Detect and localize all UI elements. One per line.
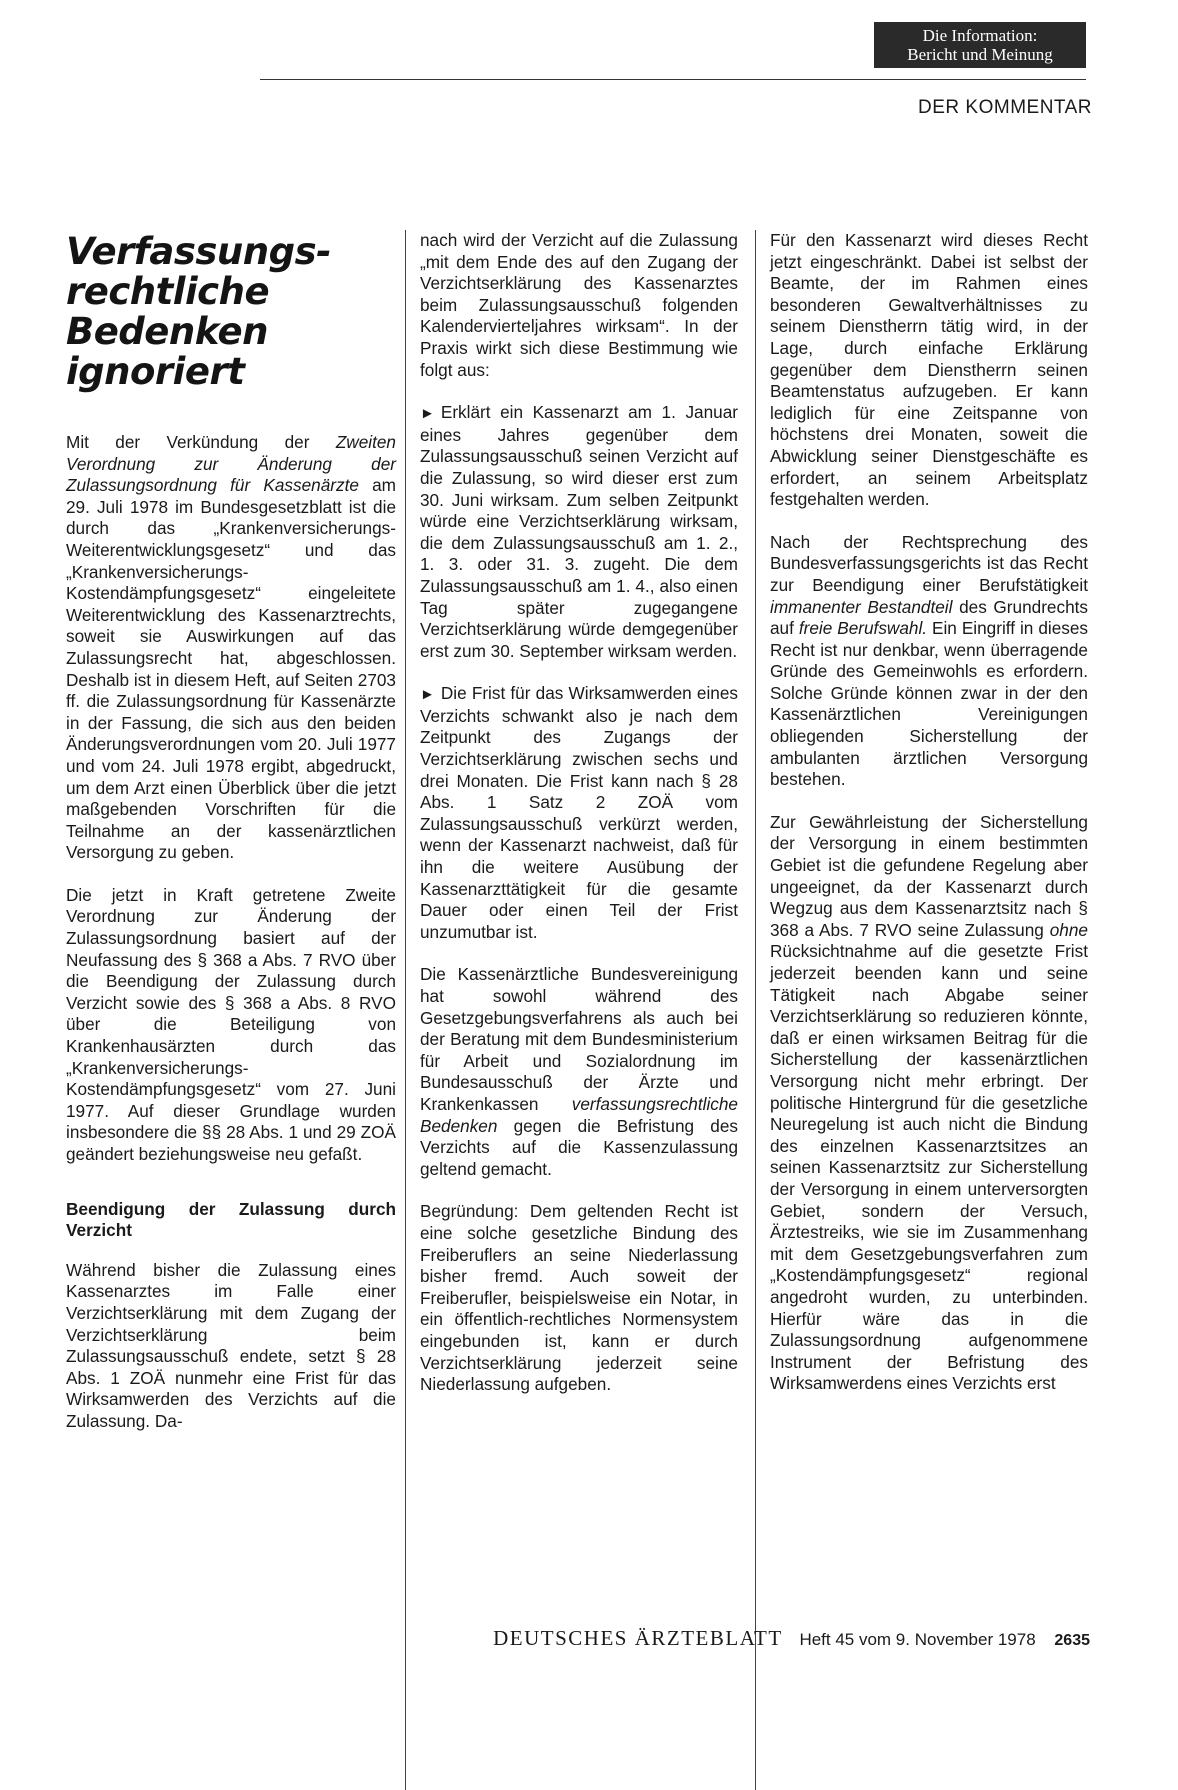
triangle-bullet-icon: ► bbox=[420, 686, 435, 704]
headline-line-1: Verfassungs- bbox=[66, 230, 331, 273]
paragraph: nach wird der Verzicht auf die Zulassung „mit dem Ende des auf den Zugang der Verzichtserklärung des Kassenarztes beim Zulassungsausschuß folgenden Kalendervierteljahres wirksam“. In der Praxis wirkt sich diese Bestimmung wie folgt aus: bbox=[420, 230, 738, 380]
paragraph: Die Kassenärztliche Bundesvereinigung hat sowohl während des Gesetzgebungsverfahrens als auch bei der Beratung mit dem Bundesministerium für Arbeit und Sozialordnung im Bundesausschuß der Ärzte und Krankenkassen verfassungsrechtliche Bedenken gegen die Befristung des Verzichts auf die Kassenzulassung geltend gemacht. bbox=[420, 964, 738, 1179]
page-number: 2635 bbox=[1054, 1632, 1090, 1649]
paragraph: Mit der Verkündung der Zweiten Verordnung zur Änderung der Zulassungsordnung für Kassenärzte am 29. Juli 1978 im Bundesgesetzblatt ist die durch das „Krankenversicherungs-Weiterentwicklungsgesetz“ und das „Krankenversicherungs-Kostendämpfungsgesetz“ eingeleitete Weiterentwicklung des Kassenarztrechts, soweit sie Auswirkungen auf das Zulassungsrecht hat, abgeschlossen. Deshalb ist in diesem Heft, auf Seiten 2703 ff. die Zulassungsordnung für Kassenärzte in der Fassung, die sich aus den beiden Änderungsverordnungen vom 20. Juli 1977 und vom 24. Juli 1978 ergibt, abgedruckt, um dem Arzt einen Überblick über die jetzt maßgebenden Vorschriften für die Teilnahme an der kassenärztlichen Versorgung zu geben. bbox=[66, 432, 396, 863]
section-badge-line1: Die Information: bbox=[922, 26, 1038, 45]
journal-name: DEUTSCHES ÄRZTEBLATT bbox=[493, 1626, 783, 1650]
paragraph: Zur Gewährleistung der Sicherstellung der Versorgung in einem bestimmten Gebiet ist die gefundene Regelung aber ungeeignet, da der Kassenarzt durch Wegzug aus dem Kassenarztsitz nach § 368 a Abs. 7 RVO seine Zulassung ohne Rücksichtnahme auf die gesetzte Frist jederzeit beenden kann und seine Tätigkeit nach Abgabe seiner Verzichtserklärung so reduzieren könnte, daß er einen wirksamen Beitrag für die Sicherstellung der kassenärztlichen Versorgung nicht mehr erbringt. Der politische Hintergrund für die gesetzliche Neuregelung ist auch nicht die Bindung des einzelnen Kassenarztsitzes an seinen Kassenarztsitz zur Sicherstellung der Versorgung in einem unterversorgten Gebiet, sondern der Versuch, Ärztestreiks, wie sie im Zusammenhang mit dem Gesetzgebungsverfahren zum „Kostendämpfungsgesetz“ regional angedroht wurden, zu unterbinden. Hierfür wäre das in die Zulassungsordnung aufgenommene Instrument der Befristung des Wirksamwerdens eines Verzichts erst bbox=[770, 811, 1088, 1394]
bullet-paragraph: ► Die Frist für das Wirksamwerden eines Verzichts schwankt also je nach dem Zeitpunkt des Zugangs der Verzichtserklärung zwischen sechs und drei Monaten. Die Frist kann nach § 28 Abs. 1 Satz 2 ZOÄ vom Zulassungsausschuß verkürzt werden, wenn der Kassenarzt nachweist, daß für ihn die weitere Ausübung der Kassenarzttätigkeit für die gesamte Dauer oder einen Teil der Frist unzumutbar ist. bbox=[420, 683, 738, 942]
section-title: DER KOMMENTAR bbox=[918, 97, 1092, 118]
page-footer bbox=[0, 1626, 1090, 1651]
section-badge bbox=[874, 22, 1086, 68]
headline-line-3: Bedenken bbox=[66, 310, 268, 353]
column-divider-1 bbox=[405, 230, 406, 1790]
article-headline bbox=[66, 232, 386, 392]
article-column-1 bbox=[66, 432, 396, 1454]
paragraph: Begründung: Dem geltenden Recht ist eine solche gesetzliche Bindung des Freiberuflers an seine Niederlassung bisher fremd. Auch soweit der Freiberufler, beispielsweise ein Notar, in ein öffentlich-rechtliches Normensystem eingebunden ist, kann er durch Verzichtserklärung jederzeit seine Niederlassung aufgeben. bbox=[420, 1201, 738, 1395]
bullet-paragraph: ► Erklärt ein Kassenarzt am 1. Januar eines Jahres gegenüber dem Zulassungsausschuß seinen Verzicht auf die Zulassung, so wird dieser erst zum 30. Juni wirksam. Zum selben Zeitpunkt würde eine Verzichtserklärung wirksam, die dem Zulassungsausschuß am 1. 2., 1. 3. oder 31. 3. zugeht. Die dem Zulassungsausschuß am 1. 4., also einen Tag später zugegangene Verzichtserklärung würde demgegenüber erst zum 30. September wirksam werden. bbox=[420, 402, 738, 661]
article-column-3 bbox=[770, 230, 1088, 1416]
subheading: Beendigung der Zulassung durch Verzicht bbox=[66, 1198, 396, 1241]
triangle-bullet-icon: ► bbox=[420, 405, 435, 423]
paragraph: Während bisher die Zulassung eines Kassenarztes im Falle einer Verzichtserklärung mit dem Zugang der Verzichtserklärung beim Zulassungsausschuß endete, setzt § 28 Abs. 1 ZOÄ nunmehr eine Frist für das Wirksamwerden des Verzichts auf die Zulassung. Da- bbox=[66, 1259, 396, 1431]
column-divider-2 bbox=[755, 230, 756, 1790]
paragraph: Nach der Rechtsprechung des Bundesverfassungsgerichts ist das Recht zur Beendigung einer Berufstätigkeit immanenter Bestandteil des Grundrechts auf freie Berufswahl. Ein Eingriff in dieses Recht ist nur denkbar, wenn überragende Gründe des Gemeinwohls es erfordern. Solche Gründe können zwar in der den Kassenärztlichen Vereinigungen obliegenden Sicherstellung der ambulanten ärztlichen Versorgung bestehen. bbox=[770, 531, 1089, 790]
header-rule bbox=[260, 79, 1086, 80]
section-badge-line2: Bericht und Meinung bbox=[907, 45, 1053, 64]
headline-line-2: rechtliche bbox=[66, 270, 270, 313]
paragraph: Für den Kassenarzt wird dieses Recht jetzt eingeschränkt. Dabei ist selbst der Beamte, der im Rahmen eines besonderen Gewaltverhältnisses zu seinem Dienstherrn tätig wird, in der Lage, durch einfache Erklärung gegenüber dem Dienstherrn seinen Beamtenstatus aufzugeben. Er kann lediglich für eine Zeitspanne von höchstens drei Monaten, soweit die Abwicklung seiner Dienstgeschäfte es erfordert, an seinem Arbeitsplatz festgehalten werden. bbox=[770, 230, 1088, 510]
article-column-2 bbox=[420, 230, 738, 1417]
paragraph: Die jetzt in Kraft getretene Zweite Verordnung zur Änderung der Zulassungsordnung basiert auf der Neufassung des § 368 a Abs. 7 RVO über die Beendigung der Zulassung durch Verzicht sowie des § 368 a Abs. 8 RVO über die Beteiligung von Krankenhausärzten durch das „Krankenversicherungs-Kostendämpfungsgesetz“ vom 27. Juni 1977. Auf dieser Grundlage wurden insbesondere die §§ 28 Abs. 1 und 29 ZOÄ geändert beziehungsweise neu gefaßt. bbox=[66, 884, 396, 1164]
issue-info: Heft 45 vom 9. November 1978 bbox=[799, 1630, 1036, 1649]
headline-line-4: ignoriert bbox=[66, 350, 245, 393]
